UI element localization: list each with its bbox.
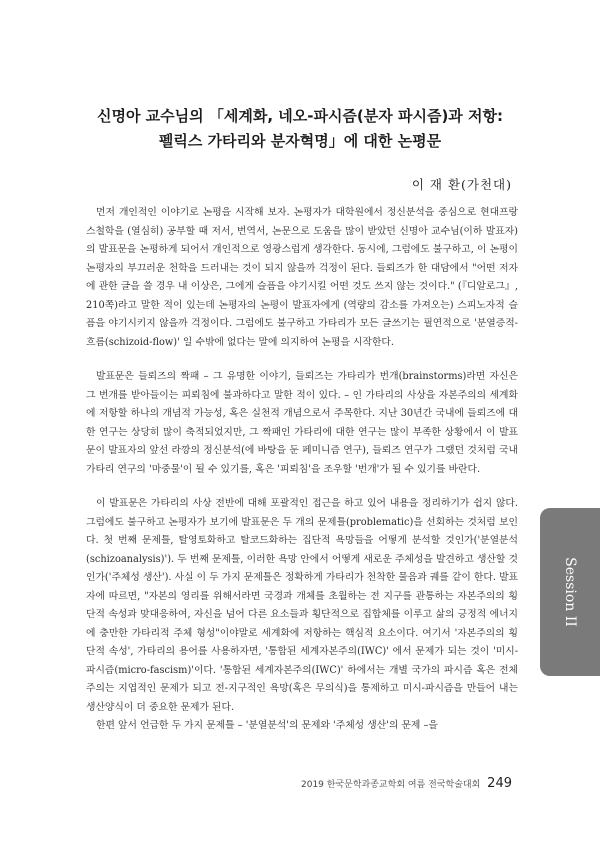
paper-title <box>60 104 540 154</box>
body-text <box>86 204 518 736</box>
paragraph-3: 이 발표문은 가타리의 사상 전반에 대해 포괄적인 접근을 하고 있어 내용을 정리하기가 쉽지 않다. 그럼에도 불구하고 논평자가 보기에 발표문은 두 개의 문제틀(problematic)을 선회하는 것처럼 보인다. 첫 번째 문제틀, 탈영토화하고 탈코드화하는 집단적 욕망들을 어떻게 분석할 것인가('분열분석(schizoanalysis)'). 두 번째 문제틀, 이러한 욕망 안에서 어떻게 새로운 주체성을 발견하고 생산할 것인가('주체성 생산'). 사실 이 두 가지 문제틀은 정확하게 가타리가 천착한 물음과 궤를 같이 한다. 발표자에 따르면, "자본의 영리를 위해서라면 국경과 개체를 초월하는 전 지구를 관통하는 자본주의의 횡단적 속성과 맞대응하여, 자신을 넘어 다른 요소들과 횡단적으로 집합체를 이루고 삶의 긍정적 에너지에 충만한 가타리적 주체 형성"이야말로 세계화에 저항하는 핵심적 요소이다. 여기서 '자본주의의 횡단적 속성', 가타리의 용어를 사용하자면, '통합된 세계자본주의(IWC)' 에서 문제가 되는 것이 '미시-파시즘(micro-fascism)'이다. '통합된 세계자본주의(IWC)' 하에서는 개별 국가의 파시즘 혹은 전체주의는 지엽적인 문제가 되고 전-지구적인 욕망(혹은 무의식)을 통제하고 미시-파시즘을 만들어 내는 생산양식이 더 중요한 문제가 된다. <box>86 498 518 713</box>
page-footer <box>301 776 512 791</box>
title-line-1: 신명아 교수님의 「세계화, 네오-파시즘(분자 파시즘)과 저항: <box>96 107 504 125</box>
page-number: 249 <box>487 776 512 791</box>
paragraph-4: 한편 앞서 언급한 두 가지 문제틀 – '분열분석'의 문제와 '주체성 생산'의 문제 –을 <box>96 720 438 731</box>
paragraph-1: 먼저 개인적인 이야기로 논평을 시작해 보자. 논평자가 대학원에서 정신분석을 중심으로 현대프랑스철학을 (열심히) 공부할 때 저서, 번역서, 논문으로 도움을 많이 받았던 신명아 교수님(이하 발표자)의 발표문을 논평하게 되어서 개인적으로 영광스럽게 생각한다. 동시에, 그럼에도 불구하고, 이 논평이 논평자의 부끄러운 천학을 드러내는 것이 되지 않을까 걱정이 된다. 들뢰즈가 한 대담에서 "어떤 저자에 관한 글을 쓸 경우 내 이상은, 그에게 슬픔을 야기시킬 어떤 것도 쓰지 않는 것이다." (『디알로그』, 210쪽)라고 말한 적이 있는데 논평자의 논평이 발표자에게 (역량의 감소를 가져오는) 스피노자적 슬픔을 야기시키지 않을까 걱정이다. 그럼에도 불구하고 가타리가 모든 글쓰기는 필연적으로 '분열증적-흐름(schizoid-flow)' 일 수밖에 없다는 말에 의지하여 논평을 시작한다. <box>86 207 518 348</box>
paragraph-2: 발표문은 들뢰즈의 짝패 – 그 유명한 이야기, 들뢰즈는 가타리가 번개(brainstorms)라면 자신은 그 번개를 받아들이는 피뢰침에 불과하다고 말한 적이 있다. – 인 가타리의 사상을 자본주의의 세계화에 저항할 하나의 개념적 가능성, 혹은 실천적 개념으로서 주목한다. 지난 30년간 국내에 들뢰즈에 대한 연구는 상당히 많이 축적되었지만, 그 짝패인 가타리에 대한 연구는 많이 부족한 상황에서 이 발표문이 발표자의 앞선 라깡의 정신분석(에 바탕을 둔 페미니즘 연구), 들뢰즈 연구가 그랬던 것처럼 국내 가타리 연구의 '마중물'이 될 수 있기를, 혹은 '피뢰침'을 조우할 '번개'가 될 수 있기를 바란다. <box>86 371 518 475</box>
conference-name: 2019 한국문학과종교학회 여름 전국학술대회 <box>301 780 481 790</box>
session-label: Session II <box>562 557 578 627</box>
title-line-2: 펠릭스 가타리와 분자혁명」에 대한 논평문 <box>158 132 442 150</box>
session-side-tab <box>540 508 600 676</box>
author-name: 이 재 환(가천대) <box>411 177 512 192</box>
